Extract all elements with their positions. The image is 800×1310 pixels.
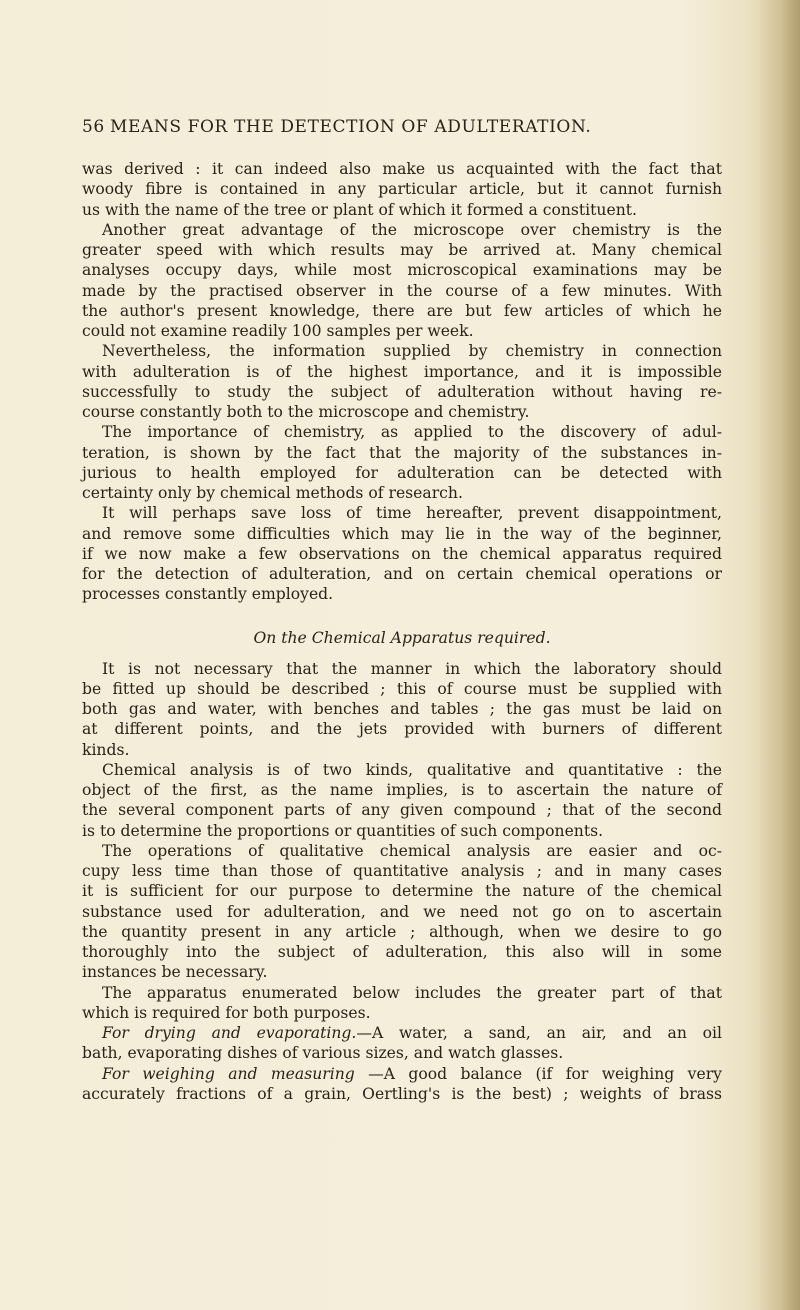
drying-label: For drying and evaporating. <box>102 1024 357 1042</box>
section-heading: On the Chemical Apparatus required. <box>253 628 551 647</box>
text-line: be fitted up should be described ; this of course must be supplied with <box>82 679 722 698</box>
spacer <box>82 651 722 659</box>
body-text <box>82 159 722 1104</box>
text-line: It will perhaps save loss of time hereafter, prevent disappointment, <box>102 504 722 523</box>
text-line: The apparatus enumerated below includes the greater part of that <box>102 983 722 1002</box>
text-line: greater speed with which results may be arrived at. Many chemical <box>82 241 722 259</box>
text-line: object of the first, as the name implies, is to ascertain the nature of <box>82 781 722 799</box>
paragraph <box>82 983 722 1024</box>
text-line: woody fibre is contained in any particular article, but it cannot furnish <box>82 180 722 199</box>
text-line: processes constantly employed. <box>82 585 334 604</box>
text-line: both gas and water, with benches and tables ; the gas must be laid on <box>82 700 722 718</box>
page-edge-shadow <box>758 0 800 1310</box>
text-line: accurately fractions of a grain, Oertling's is the best) ; weights of brass <box>82 1084 722 1103</box>
paragraph <box>82 841 722 983</box>
text-line: The importance of chemistry, as applied to the discovery of adul- <box>102 423 722 442</box>
text-line: substance used for adulteration, and we need not go on to ascertain <box>82 902 722 921</box>
running-title: MEANS FOR THE DETECTION OF ADULTERATION. <box>110 117 592 137</box>
text-line: Nevertheless, the information supplied by chemistry in connection <box>102 342 722 361</box>
text-line: could not examine readily 100 samples per week. <box>82 322 474 340</box>
text-line: for the detection of adulteration, and on certain chemical operations or <box>82 565 722 583</box>
text-line: The operations of qualitative chemical analysis are easier and oc- <box>102 841 722 860</box>
paragraph <box>82 760 722 841</box>
spacer <box>82 605 722 625</box>
text-line: analyses occupy days, while most microscopical examinations may be <box>82 261 722 280</box>
text-line: jurious to health employed for adulteration can be detected with <box>82 463 722 482</box>
paragraph-weighing <box>82 1064 722 1105</box>
paragraph <box>82 659 722 760</box>
paragraph <box>82 503 722 604</box>
text-line <box>82 1064 722 1084</box>
text-line: if we now make a few observations on the chemical apparatus required <box>82 544 722 563</box>
paragraph-drying <box>82 1023 722 1064</box>
text-line: instances be necessary. <box>82 963 268 982</box>
text-line: us with the name of the tree or plant of which it formed a constituent. <box>82 200 637 219</box>
page-number: 56 <box>82 117 105 137</box>
text-line: is to determine the proportions or quantities of such components. <box>82 821 604 840</box>
drying-text: —A water, a sand, an air, and an oil <box>356 1024 722 1042</box>
weighing-label: For weighing and measuring <box>102 1064 355 1083</box>
text-line: it is sufficient for our purpose to determine the nature of the chemical <box>82 882 722 901</box>
text-line: cupy less time than those of quantitative analysis ; and in many cases <box>82 862 722 880</box>
text-line: kinds. <box>82 740 130 759</box>
text-line: and remove some difficulties which may lie in the way of the beginner, <box>82 524 722 543</box>
text-line: the quantity present in any article ; although, when we desire to go <box>82 922 722 941</box>
paragraph <box>82 341 722 422</box>
text-line: at different points, and the jets provided with burners of different <box>82 720 722 739</box>
text-line: the author's present knowledge, there are but few articles of which he <box>82 301 722 320</box>
text-line: made by the practised observer in the course of a few minutes. With <box>82 281 722 300</box>
text-line: certainty only by chemical methods of research. <box>82 484 463 502</box>
paragraph <box>82 159 722 220</box>
text-line <box>82 1023 722 1043</box>
text-line: with adulteration is of the highest importance, and it is impossible <box>82 362 722 381</box>
text-line: which is required for both purposes. <box>82 1003 371 1022</box>
page-header <box>82 117 722 141</box>
text-line: bath, evaporating dishes of various sizes, and watch glasses. <box>82 1044 564 1063</box>
text-line: thoroughly into the subject of adulteration, this also will in some <box>82 943 722 961</box>
text-line: course constantly both to the microscope and chemistry. <box>82 403 530 421</box>
text-line: was derived : it can indeed also make us acquainted with the fact that <box>82 160 722 178</box>
text-line: Another great advantage of the microscope over chemistry is the <box>102 220 722 239</box>
text-line: Chemical analysis is of two kinds, qualitative and quantitative : the <box>102 760 722 779</box>
text-line: teration, is shown by the fact that the majority of the substances in- <box>82 443 722 462</box>
text-line: the several component parts of any given compound ; that of the second <box>82 801 722 820</box>
paragraph <box>82 422 722 503</box>
text-line: successfully to study the subject of adulteration without having re- <box>82 382 722 401</box>
weighing-text: —A good balance (if for weighing very <box>354 1064 722 1083</box>
paragraph <box>82 220 722 342</box>
text-line: It is not necessary that the manner in which the laboratory should <box>102 659 722 678</box>
